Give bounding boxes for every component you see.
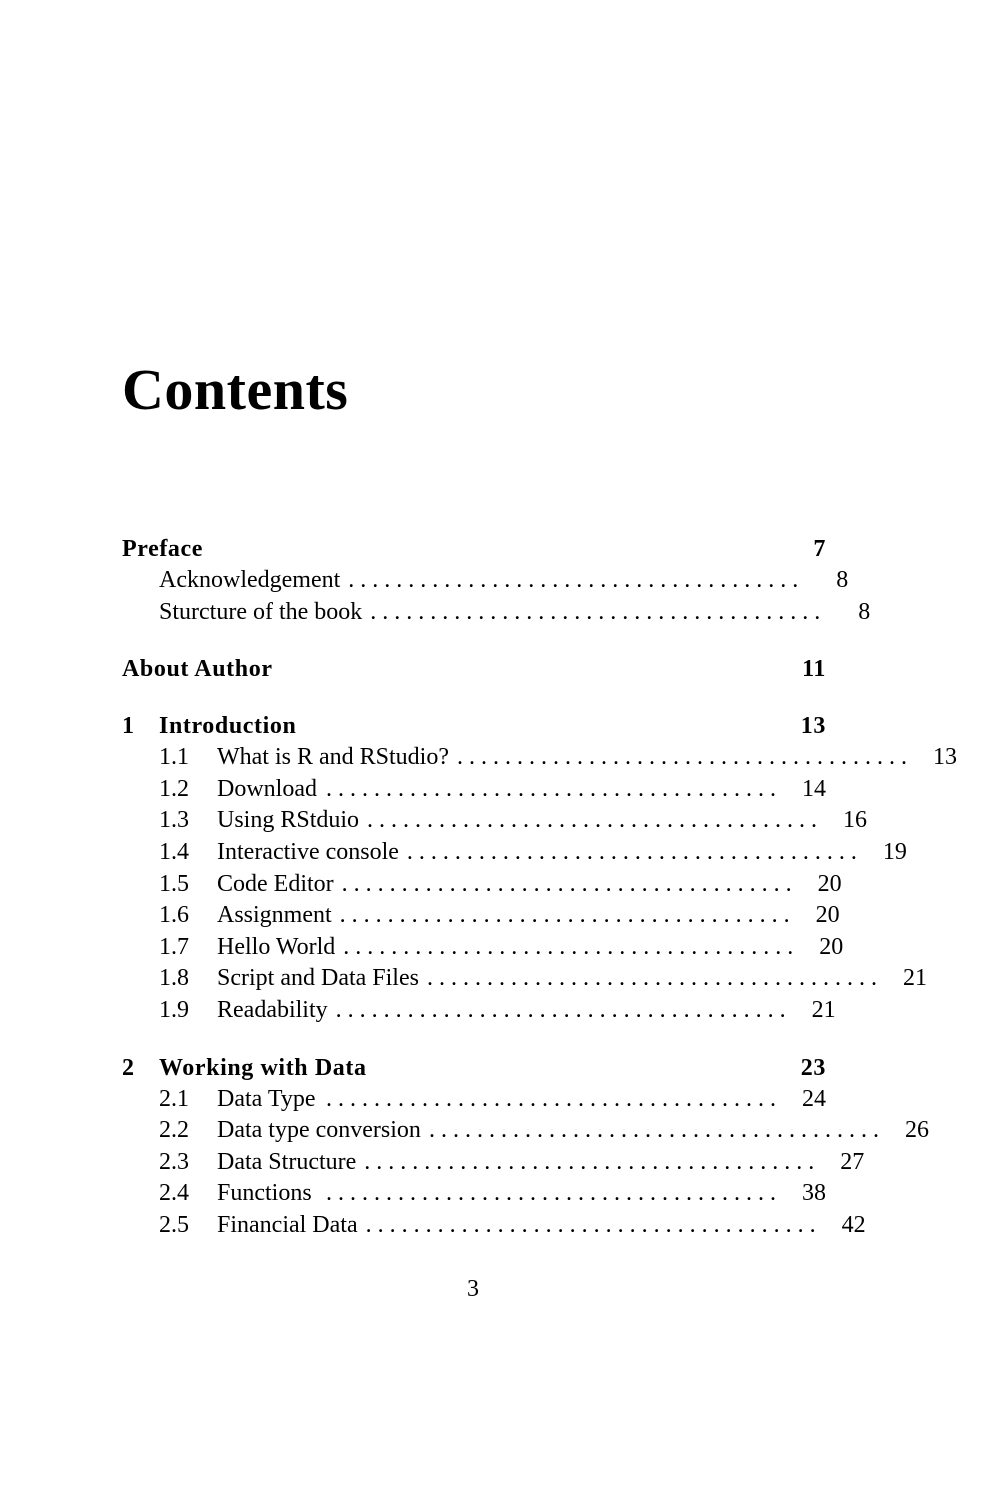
toc-chapter (122, 653, 826, 685)
toc-section-entry[interactable] (122, 995, 836, 1027)
chapter-page-number: 13 (800, 713, 826, 740)
toc-section-entry[interactable] (122, 1210, 866, 1242)
chapter-number: 1 (122, 713, 135, 740)
dot-leader: . . . . . . . . . . . . . . . . . . . . . . . . . . . . . . . . . . . . . . (406, 838, 857, 865)
toc-section-entry[interactable] (122, 869, 842, 901)
section-number: 2.2 (159, 1117, 189, 1144)
section-number: 1.1 (159, 744, 189, 771)
section-title: Acknowledgement (159, 567, 341, 593)
section-page-number: 8 (836, 567, 849, 593)
table-of-contents (122, 533, 957, 1267)
section-page-number: 24 (802, 1085, 826, 1112)
section-page-number: 21 (902, 965, 927, 992)
section-page-number: 16 (843, 807, 868, 834)
section-number: 1.8 (159, 965, 189, 992)
chapter-title: Introduction (159, 713, 297, 740)
chapter-title: Working with Data (159, 1054, 367, 1081)
toc-chapter-entry[interactable] (122, 710, 826, 742)
section-page-number: 27 (840, 1148, 865, 1175)
section-title: Readability (217, 996, 328, 1023)
section-title: What is R and RStudio? (217, 744, 449, 771)
page-number: 3 (467, 1276, 479, 1302)
section-number: 2.4 (159, 1180, 189, 1207)
section-number: 2.5 (159, 1211, 189, 1238)
dot-leader: . . . . . . . . . . . . . . . . . . . . . . . . . . . . . . . . . . . . . . (339, 902, 790, 929)
chapter-page-number: 7 (813, 536, 826, 562)
toc-section-entry[interactable] (122, 565, 849, 597)
toc-section-entry[interactable] (122, 837, 907, 869)
section-title: Interactive console (217, 838, 399, 865)
section-page-number: 42 (841, 1211, 866, 1238)
section-page-number: 20 (815, 902, 840, 929)
dot-leader: . . . . . . . . . . . . . . . . . . . . . . . . . . . . . . . . . . . . . . (341, 870, 792, 897)
toc-section-entry[interactable] (122, 1178, 826, 1210)
section-number: 2.3 (159, 1148, 189, 1175)
section-page-number: 26 (904, 1117, 929, 1144)
dot-leader: . . . . . . . . . . . . . . . . . . . . . . . . . . . . . . . . . . . . . . (367, 807, 818, 834)
dot-leader: . . . . . . . . . . . . . . . . . . . . . . . . . . . . . . . . . . . . . . (343, 933, 794, 960)
toc-chapter (122, 1052, 929, 1242)
dot-leader: . . . . . . . . . . . . . . . . . . . . . . . . . . . . . . . . . . . . . . (335, 996, 786, 1023)
toc-section-entry[interactable] (122, 597, 871, 629)
section-page-number: 8 (858, 598, 871, 625)
section-title: Hello World (217, 933, 336, 960)
dot-leader: . . . . . . . . . . . . . . . . . . . . . . . . . . . . . . . . . . . . . . (326, 775, 776, 802)
section-page-number: 13 (932, 744, 957, 771)
toc-chapter (122, 533, 871, 628)
section-number: 1.6 (159, 902, 189, 929)
toc-section-entry[interactable] (122, 932, 844, 964)
toc-chapter-entry[interactable] (122, 653, 826, 685)
dot-leader: . . . . . . . . . . . . . . . . . . . . . . . . . . . . . . . . . . . . . . (456, 744, 907, 771)
section-number: 1.5 (159, 870, 189, 897)
toc-section-entry[interactable] (122, 1084, 826, 1116)
section-title: Script and Data Files (217, 965, 419, 992)
toc-chapter-entry[interactable] (122, 1052, 826, 1084)
page-title: Contents (122, 357, 349, 422)
section-page-number: 19 (882, 838, 907, 865)
dot-leader: . . . . . . . . . . . . . . . . . . . . . . . . . . . . . . . . . . . . . . (364, 1148, 815, 1175)
dot-leader: . . . . . . . . . . . . . . . . . . . . . . . . . . . . . . . . . . . . . . (426, 965, 877, 992)
section-title: Data Structure (217, 1148, 357, 1175)
chapter-page-number: 23 (800, 1054, 826, 1081)
section-title: Sturcture of the book (159, 598, 363, 625)
dot-leader: . . . . . . . . . . . . . . . . . . . . . . . . . . . . . . . . . . . . . . (326, 1180, 776, 1207)
chapter-number: 2 (122, 1054, 135, 1081)
toc-section-entry[interactable] (122, 1115, 929, 1147)
section-page-number: 21 (811, 996, 836, 1023)
section-title: Financial Data (217, 1211, 358, 1238)
toc-section-entry[interactable] (122, 1147, 865, 1179)
section-number: 2.1 (159, 1085, 189, 1112)
chapter-title: About Author (122, 656, 273, 683)
toc-section-entry[interactable] (122, 805, 868, 837)
section-number: 1.3 (159, 807, 189, 834)
section-title: Data Type (217, 1085, 316, 1112)
toc-section-entry[interactable] (122, 963, 927, 995)
section-title: Download (217, 775, 317, 802)
section-title: Data type conversion (217, 1117, 421, 1144)
section-number: 1.9 (159, 996, 189, 1023)
dot-leader: . . . . . . . . . . . . . . . . . . . . . . . . . . . . . . . . . . . . . . (428, 1117, 879, 1144)
chapter-page-number: 11 (802, 656, 826, 683)
dot-leader: . . . . . . . . . . . . . . . . . . . . . . . . . . . . . . . . . . . . . . (370, 598, 821, 625)
section-title: Code Editor (217, 870, 334, 897)
section-number: 1.4 (159, 838, 189, 865)
section-page-number: 14 (802, 775, 826, 802)
chapter-title: Preface (122, 536, 204, 562)
toc-section-entry[interactable] (122, 742, 957, 774)
dot-leader: . . . . . . . . . . . . . . . . . . . . . . . . . . . . . . . . . . . . . . (326, 1085, 776, 1112)
dot-leader: . . . . . . . . . . . . . . . . . . . . . . . . . . . . . . . . . . . . . . (348, 567, 799, 593)
section-number: 1.2 (159, 775, 189, 802)
toc-section-entry[interactable] (122, 774, 826, 806)
section-title: Using RStduio (217, 807, 360, 834)
section-number: 1.7 (159, 933, 189, 960)
section-page-number: 20 (817, 870, 842, 897)
dot-leader: . . . . . . . . . . . . . . . . . . . . . . . . . . . . . . . . . . . . . . (365, 1211, 816, 1238)
section-title: Assignment (217, 902, 332, 929)
section-title: Functions (217, 1180, 312, 1207)
toc-chapter-entry[interactable] (122, 533, 826, 565)
toc-section-entry[interactable] (122, 900, 840, 932)
section-page-number: 20 (819, 933, 844, 960)
toc-chapter (122, 710, 957, 1026)
section-page-number: 38 (802, 1180, 826, 1207)
